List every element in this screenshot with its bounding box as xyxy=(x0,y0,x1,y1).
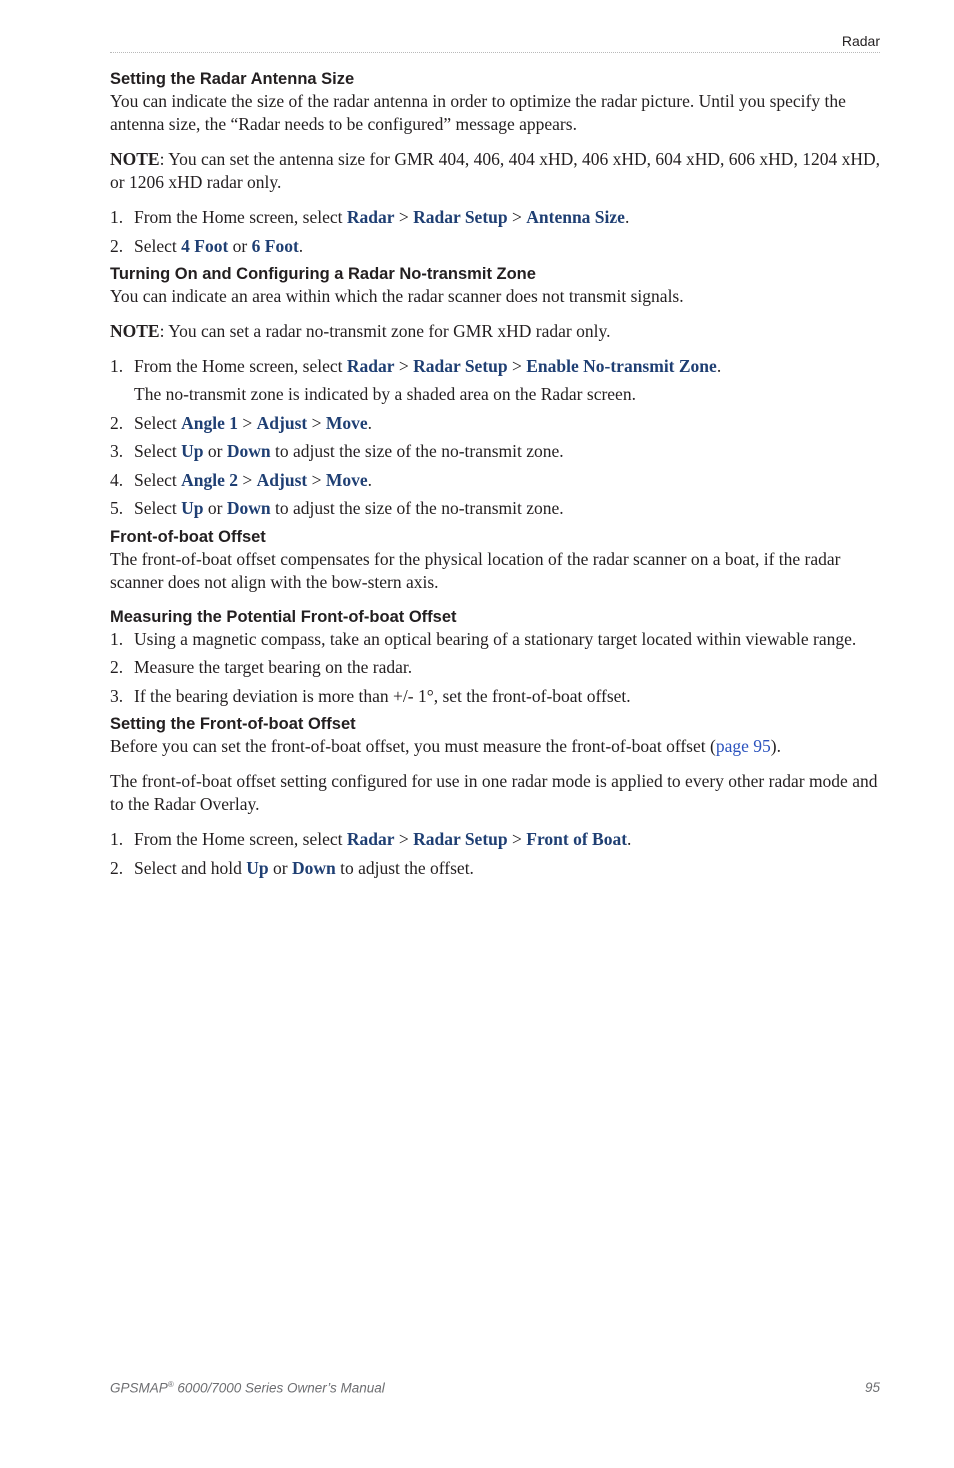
step-number: 2. xyxy=(110,235,124,256)
list-item xyxy=(110,355,880,406)
option-move: Move xyxy=(325,469,368,490)
page-content xyxy=(110,68,880,885)
step-number: 4. xyxy=(110,469,124,490)
option-adjust: Adjust xyxy=(256,469,308,490)
note-label: NOTE xyxy=(110,149,160,169)
setting-front-of-boat-intro: Before you can set the front-of-boat offset, you must measure the front-of-boat offset (page 95). xyxy=(110,736,781,756)
step-number: 5. xyxy=(110,498,124,518)
antenna-steps xyxy=(110,206,880,258)
menu-radar: Radar xyxy=(346,356,395,376)
front-of-boat-intro: The front-of-boat offset compensates for the physical location of the radar scanner on a boat, if the radar scanner does not align with the bow-stern axis. xyxy=(110,548,841,592)
menu-antenna-size: Antenna Size xyxy=(526,207,625,227)
step-text: If the bearing deviation is more than +/- 1°, set the front-of-boat offset. xyxy=(134,685,631,706)
step-number: 1. xyxy=(110,207,124,227)
option-down: Down xyxy=(226,498,271,518)
menu-radar-setup: Radar Setup xyxy=(413,829,508,849)
measuring-steps xyxy=(110,628,880,708)
option-up: Up xyxy=(181,441,204,461)
list-item xyxy=(110,440,880,463)
no-transmit-intro: You can indicate an area within which the radar scanner does not transmit signals. xyxy=(110,286,684,306)
step-text: Using a magnetic compass, take an optical bearing of a stationary target located within viewable range. xyxy=(134,628,857,649)
list-item xyxy=(110,206,880,229)
step-number: 3. xyxy=(110,685,124,706)
menu-radar-setup: Radar Setup xyxy=(413,356,508,376)
step-number: 1. xyxy=(110,829,124,849)
list-item xyxy=(110,857,880,880)
page-link[interactable]: page 95 xyxy=(715,736,771,756)
note-label: NOTE xyxy=(110,321,160,341)
menu-front-of-boat: Front of Boat xyxy=(526,829,628,849)
antenna-note xyxy=(110,148,880,194)
setting-front-of-boat-steps xyxy=(110,828,880,880)
option-up: Up xyxy=(181,498,204,518)
step-number: 1. xyxy=(110,356,124,376)
no-transmit-steps xyxy=(110,355,880,520)
step-number: 1. xyxy=(110,628,124,649)
option-move: Move xyxy=(325,412,368,433)
no-transmit-note xyxy=(110,320,880,343)
list-item xyxy=(110,628,880,651)
section-title-setting-front-of-boat: Setting the Front-of-boat Offset xyxy=(110,715,356,733)
option-adjust: Adjust xyxy=(256,412,308,433)
section-title-no-transmit: Turning On and Configuring a Radar No-transmit Zone xyxy=(110,265,536,283)
running-header: Radar xyxy=(841,33,880,49)
list-item xyxy=(110,656,880,679)
option-down: Down xyxy=(291,857,336,878)
antenna-intro: You can indicate the size of the radar antenna in order to optimize the radar picture. Until you specify the antenna size, the “Radar needs to be configured” message appears. xyxy=(110,91,846,134)
step-text: Select 4 Foot or 6 Foot. xyxy=(134,235,304,256)
step-text: Measure the target bearing on the radar. xyxy=(134,657,413,677)
list-item xyxy=(110,685,880,708)
step-result: The no-transmit zone is indicated by a shaded area on the Radar screen. xyxy=(134,384,636,404)
step-number: 2. xyxy=(110,657,124,677)
section-title-front-of-boat: Front-of-boat Offset xyxy=(110,527,266,546)
menu-radar-setup: Radar Setup xyxy=(413,207,508,227)
option-6-foot: 6 Foot xyxy=(251,235,299,256)
section-title-measuring: Measuring the Potential Front-of-boat Offset xyxy=(110,607,457,626)
footer-manual-title: GPSMAP® 6000/7000 Series Owner’s Manual xyxy=(110,1380,385,1396)
note-text: : You can set the antenna size for GMR 404, 406, 404 xHD, 406 xHD, 604 xHD, 606 xHD, 1204 xHD, or 1206 xHD radar only. xyxy=(110,149,880,192)
option-angle-1: Angle 1 xyxy=(181,412,239,433)
step-number: 2. xyxy=(110,857,124,878)
step-text: From the Home screen, select Radar > Radar Setup > Front of Boat. xyxy=(134,829,632,849)
step-text: Select Up or Down to adjust the size of the no-transmit zone. xyxy=(134,441,564,461)
step-text: From the Home screen, select Radar > Radar Setup > Antenna Size. xyxy=(134,207,630,227)
step-text: Select Up or Down to adjust the size of the no-transmit zone. xyxy=(134,498,564,518)
list-item xyxy=(110,235,880,258)
page-number: 95 xyxy=(864,1380,880,1395)
option-angle-2: Angle 2 xyxy=(181,469,239,490)
option-up: Up xyxy=(246,857,269,878)
list-item xyxy=(110,497,880,520)
list-item xyxy=(110,412,880,435)
option-4-foot: 4 Foot xyxy=(181,235,229,256)
setting-front-of-boat-para: The front-of-boat offset setting configured for use in one radar mode is applied to every other radar mode and to the Radar Overlay. xyxy=(110,771,878,814)
menu-radar: Radar xyxy=(346,207,395,227)
step-text: Select and hold Up or Down to adjust the offset. xyxy=(134,857,474,878)
option-down: Down xyxy=(226,441,271,461)
step-text: Select Angle 1 > Adjust > Move. xyxy=(134,412,373,433)
menu-radar: Radar xyxy=(346,829,395,849)
section-title-antenna-size: Setting the Radar Antenna Size xyxy=(110,70,355,88)
menu-enable-no-transmit-zone: Enable No-transmit Zone xyxy=(526,356,717,376)
step-number: 3. xyxy=(110,441,124,461)
list-item xyxy=(110,828,880,851)
step-text: Select Angle 2 > Adjust > Move. xyxy=(134,469,373,490)
list-item xyxy=(110,469,880,492)
header-divider xyxy=(110,52,880,53)
note-text: : You can set a radar no-transmit zone for GMR xHD radar only. xyxy=(159,321,611,341)
registered-mark: ® xyxy=(167,1380,174,1389)
step-text: From the Home screen, select Radar > Radar Setup > Enable No-transmit Zone. The no-transmit zone is indicated by a shaded area on the Radar screen. xyxy=(134,356,722,404)
step-number: 2. xyxy=(110,412,124,433)
